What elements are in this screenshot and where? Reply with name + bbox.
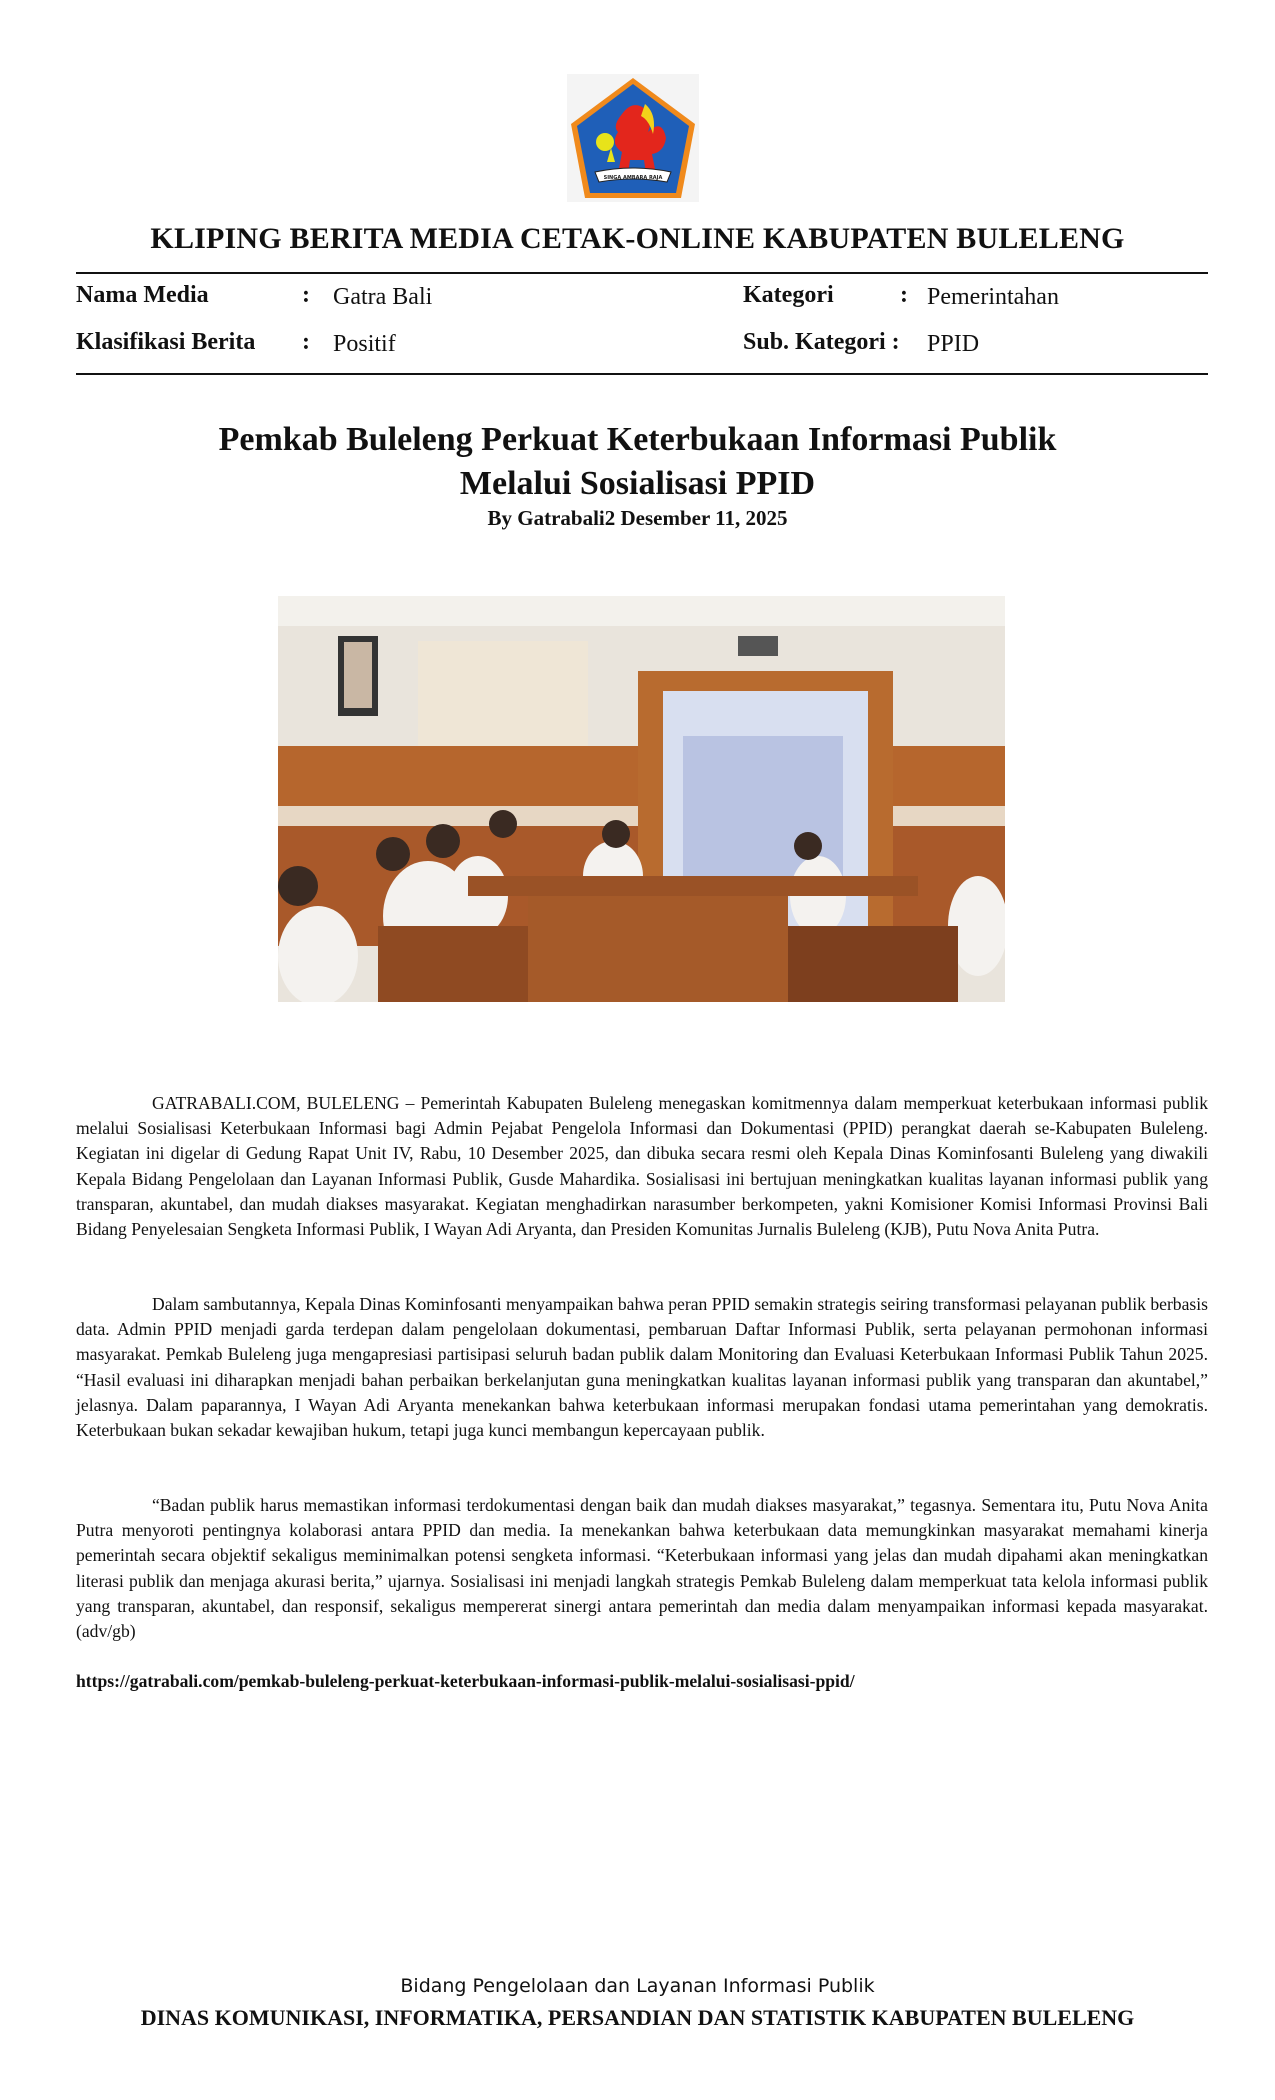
article-paragraph — [76, 1091, 1208, 1242]
divider — [76, 272, 1208, 274]
colon: : — [900, 282, 908, 308]
article-paragraph — [76, 1292, 1208, 1443]
colon: : — [302, 282, 310, 308]
byline: By Gatrabali2 Desember 11, 2025 — [487, 506, 788, 530]
paragraph-text: “Badan publik harus memastikan informasi terdokumentasi dengan baik dan mudah diakses masyarakat,” tegasnya. Sementara itu, Putu Nova Anita Putra menyoroti pentingnya kolaborasi antara PPID dan media. Ia menekankan bahwa keterbukaan data memungkinkan masyarakat memahami kinerja pemerintah secara objektif sekaligus meminimalkan potensi sengketa informasi. “Keterbukaan informasi yang jelas dan mudah dipahami akan meningkatkan literasi publik dan menjaga akurasi berita,” ujarnya. Sosialisasi ini menjadi langkah strategis Pemkab Buleleng dalam memperkuat tata kelola informasi publik yang transparan, akuntabel, dan responsif, sekaligus mempererat sinergi antara pemerintah dan media dalam menyampaikan informasi kepada masyarakat. (adv/gb) — [76, 1495, 1208, 1642]
paragraph-text: GATRABALI.COM, BULELENG – Pemerintah Kabupaten Buleleng menegaskan komitmennya dalam memperkuat keterbukaan informasi publik melalui Sosialisasi Keterbukaan Informasi bagi Admin Pejabat Pengelola Informasi dan Dokumentasi (PPID) perangkat daerah se-Kabupaten Buleleng. Kegiatan ini digelar di Gedung Rapat Unit IV, Rabu, 10 Desember 2025, dan dibuka secara resmi oleh Kepala Dinas Kominfosanti Buleleng yang diwakili Kepala Bidang Pengelolaan dan Layanan Informasi Publik, Gusde Mahardika. Sosialisasi ini bertujuan meningkatkan kualitas layanan informasi publik yang transparan, akuntabel, dan mudah diakses masyarakat. Kegiatan menghadirkan narasumber berkompeten, yakni Komisioner Komisi Informasi Provinsi Bali Bidang Penyelesaian Sengketa Informasi Publik, I Wayan Adi Aryanta, dan Presiden Komunitas Jurnalis Buleleng (KJB), Putu Nova Anita Putra. — [76, 1093, 1208, 1240]
article-headline — [0, 418, 1275, 506]
klasifikasi-label: Klasifikasi Berita — [76, 329, 256, 355]
source-url-link[interactable]: https://gatrabali.com/pemkab-buleleng-perkuat-keterbukaan-informasi-publik-melalui-sosialisasi-ppid/ — [76, 1671, 855, 1691]
sub-kategori-label: Sub. Kategori : — [743, 329, 900, 355]
svg-text:SINGA AMBARA RAJA: SINGA AMBARA RAJA — [603, 175, 663, 181]
headline-line: Melalui Sosialisasi PPID — [459, 465, 816, 502]
nama-media-label: Nama Media — [76, 282, 209, 308]
colon: : — [302, 329, 310, 355]
sub-kategori-value: PPID — [927, 331, 980, 357]
footer-department: Bidang Pengelolaan dan Layanan Informasi Publik — [400, 1975, 875, 1997]
article-paragraph — [76, 1493, 1208, 1644]
kabupaten-buleleng-crest-icon — [567, 74, 699, 202]
article-photo — [278, 596, 1005, 1002]
footer-agency: DINAS KOMUNIKASI, INFORMATIKA, PERSANDIAN DAN STATISTIK KABUPATEN BULELENG — [140, 2005, 1135, 2030]
nama-media-value: Gatra Bali — [333, 284, 433, 310]
kategori-value: Pemerintahan — [927, 284, 1059, 310]
paragraph-text: Dalam sambutannya, Kepala Dinas Kominfosanti menyampaikan bahwa peran PPID semakin strategis seiring transformasi pelayanan publik berbasis data. Admin PPID menjadi garda terdepan dalam pengelolaan dokumentasi, pembaruan Daftar Informasi Publik, serta pelayanan permohonan informasi masyarakat. Pemkab Buleleng juga mengapresiasi partisipasi seluruh badan publik dalam Monitoring dan Evaluasi Keterbukaan Informasi Publik Tahun 2025. “Hasil evaluasi ini diharapkan menjadi bahan perbaikan berkelanjutan guna meningkatkan kualitas layanan informasi publik yang transparan dan akuntabel,” jelasnya. Dalam paparannya, I Wayan Adi Aryanta menekankan bahwa keterbukaan informasi merupakan fondasi utama pemerintahan yang demokratis. Keterbukaan bukan sekadar kewajiban hukum, tetapi juga kunci membangun kepercayaan publik. — [76, 1294, 1208, 1441]
kategori-label: Kategori — [743, 282, 834, 308]
klasifikasi-value: Positif — [333, 331, 396, 357]
divider — [76, 373, 1208, 375]
headline-line: Pemkab Buleleng Perkuat Keterbukaan Informasi Publik — [218, 421, 1057, 458]
document-title: KLIPING BERITA MEDIA CETAK-ONLINE KABUPATEN BULELENG — [150, 222, 1125, 255]
